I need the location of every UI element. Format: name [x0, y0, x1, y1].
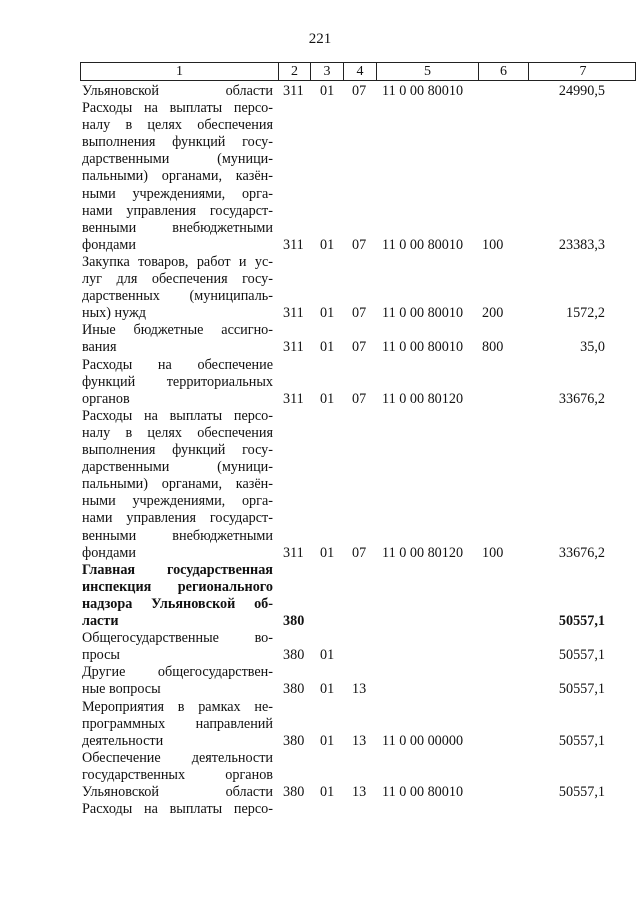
cell-c7: 33676,2: [558, 390, 605, 407]
table-row: [0, 322, 640, 356]
description-line: Расходы на обеспечение: [82, 356, 273, 373]
table-row: [0, 630, 640, 664]
description-line: Обеспечение деятельности: [82, 749, 273, 766]
cell-c7: 24990,5: [558, 83, 605, 99]
cell-c4: 13: [352, 732, 367, 749]
cell-c2: 380: [283, 613, 305, 630]
description-line: функций территориальных: [82, 373, 273, 390]
cell-c3: 01: [320, 647, 335, 664]
description-line: вания: [82, 339, 117, 356]
cell-c2: 380: [283, 647, 305, 664]
header-col-3: 3: [311, 63, 344, 80]
table-row: [0, 83, 640, 100]
row-description: [82, 322, 273, 356]
header-col-2: 2: [279, 63, 311, 80]
cell-c3: 01: [320, 236, 335, 253]
cell-c4: 07: [352, 83, 367, 99]
cell-c3: 01: [320, 681, 335, 698]
description-line: нами управления государст-: [82, 202, 273, 219]
description-line: пальными) органами, казён-: [82, 168, 273, 185]
description-line: ласти: [82, 613, 119, 630]
table-row: [0, 408, 640, 562]
description-line: ных) нужд: [82, 305, 147, 322]
description-line: Закупка товаров, работ и ус-: [82, 254, 273, 270]
description-line: органов: [82, 390, 130, 407]
table-row: [0, 801, 640, 818]
description-line: программных направлений: [82, 715, 273, 732]
cell-c2: 380: [283, 784, 305, 801]
table-row: [0, 562, 640, 630]
page-number: 221: [308, 31, 332, 47]
table-row: [0, 357, 640, 408]
cell-c2: 311: [283, 305, 304, 322]
description-line: Мероприятия в рамках не-: [82, 698, 273, 715]
row-description: [82, 664, 273, 698]
header-col-5: 5: [377, 63, 479, 80]
description-line: выполнения функций госу-: [82, 134, 273, 151]
row-description: [82, 630, 273, 664]
cell-c5: 11 0 00 80120: [382, 390, 464, 407]
cell-c5: 11 0 00 80010: [382, 305, 464, 322]
cell-c5: 11 0 00 80010: [382, 339, 464, 356]
cell-c3: 01: [320, 339, 335, 356]
row-description: [82, 83, 273, 100]
cell-c3: 01: [320, 544, 335, 561]
cell-c2: 380: [283, 681, 305, 698]
table-row: [0, 699, 640, 750]
description-line: луг для обеспечения госу-: [82, 271, 273, 288]
description-line: налу в целях обеспечения: [82, 117, 273, 134]
cell-c7: 50557,1: [558, 647, 605, 664]
cell-c2: 311: [283, 390, 304, 407]
cell-c7: 23383,3: [558, 236, 605, 253]
cell-c4: 07: [352, 339, 367, 356]
description-line: Ульяновской области: [82, 83, 273, 99]
description-line: венными внебюджетными: [82, 219, 273, 236]
description-line: надзора Ульяновской об-: [82, 595, 273, 612]
description-line: пальными) органами, казён-: [82, 476, 273, 493]
cell-c5: 11 0 00 80010: [382, 784, 464, 801]
cell-c2: 380: [283, 732, 305, 749]
cell-c6: 100: [482, 544, 504, 561]
description-line: просы: [82, 647, 120, 664]
description-line: ными учреждениями, орга-: [82, 185, 273, 202]
cell-c4: 13: [352, 681, 367, 698]
cell-c2: 311: [283, 544, 304, 561]
description-line: Другие общегосударствен-: [82, 664, 273, 681]
cell-c5: 11 0 00 80010: [382, 83, 464, 99]
header-col-6: 6: [479, 63, 529, 80]
description-line: инспекция регионального: [82, 578, 273, 595]
description-line: Расходы на выплаты персо-: [82, 801, 273, 818]
description-line: Главная государственная: [82, 561, 273, 578]
table-row: [0, 750, 640, 801]
row-description: [82, 357, 273, 408]
description-line: Общегосударственные во-: [82, 630, 273, 647]
cell-c7: 50557,1: [558, 784, 605, 801]
description-line: деятельности: [82, 732, 164, 749]
cell-c4: 07: [352, 236, 367, 253]
description-line: Иные бюджетные ассигно-: [82, 322, 273, 339]
table-row: [0, 664, 640, 698]
row-description: [82, 408, 273, 562]
header-col-1: 1: [81, 63, 279, 80]
cell-c7: 33676,2: [558, 544, 605, 561]
cell-c4: 13: [352, 784, 367, 801]
row-description: [82, 254, 273, 322]
description-line: нами управления государст-: [82, 510, 273, 527]
cell-c7: 50557,1: [558, 681, 605, 698]
cell-c4: 07: [352, 390, 367, 407]
cell-c5: 11 0 00 00000: [382, 732, 464, 749]
row-description: [82, 562, 273, 630]
cell-c3: 01: [320, 305, 335, 322]
description-line: фондами: [82, 544, 136, 561]
cell-c6: 100: [482, 236, 504, 253]
description-line: дарственными (муници-: [82, 151, 273, 168]
cell-c2: 311: [283, 83, 304, 99]
cell-c6: 200: [482, 305, 504, 322]
row-description: [82, 699, 273, 750]
cell-c7: 1572,2: [565, 305, 605, 322]
cell-c3: 01: [320, 83, 335, 99]
cell-c3: 01: [320, 732, 335, 749]
description-line: государственных органов: [82, 766, 273, 783]
cell-c3: 01: [320, 390, 335, 407]
cell-c7: 50557,1: [558, 732, 605, 749]
header-col-7: 7: [579, 64, 587, 79]
description-line: Расходы на выплаты персо-: [82, 407, 273, 424]
description-line: ными учреждениями, орга-: [82, 493, 273, 510]
description-line: Расходы на выплаты персо-: [82, 100, 273, 117]
description-line: дарственными (муници-: [82, 459, 273, 476]
header-col-4: 4: [344, 63, 377, 80]
cell-c6: 800: [482, 339, 504, 356]
cell-c7: 50557,1: [558, 613, 605, 630]
cell-c2: 311: [283, 236, 304, 253]
description-line: налу в целях обеспечения: [82, 424, 273, 441]
cell-c4: 07: [352, 305, 367, 322]
cell-c3: 01: [320, 784, 335, 801]
description-line: Ульяновской области: [82, 784, 273, 801]
table-header: [80, 62, 636, 81]
table-row: [0, 100, 640, 254]
cell-c5: 11 0 00 80120: [382, 544, 464, 561]
description-line: выполнения функций госу-: [82, 442, 273, 459]
description-line: дарственных (муниципаль-: [82, 288, 273, 305]
cell-c5: 11 0 00 80010: [382, 236, 464, 253]
cell-c7: 35,0: [580, 339, 605, 356]
cell-c2: 311: [283, 339, 304, 356]
cell-c4: 07: [352, 544, 367, 561]
row-description: [82, 801, 273, 818]
row-description: [82, 100, 273, 254]
description-line: ные вопросы: [82, 681, 161, 698]
description-line: фондами: [82, 236, 136, 253]
table-row: [0, 254, 640, 322]
description-line: венными внебюджетными: [82, 527, 273, 544]
row-description: [82, 750, 273, 801]
